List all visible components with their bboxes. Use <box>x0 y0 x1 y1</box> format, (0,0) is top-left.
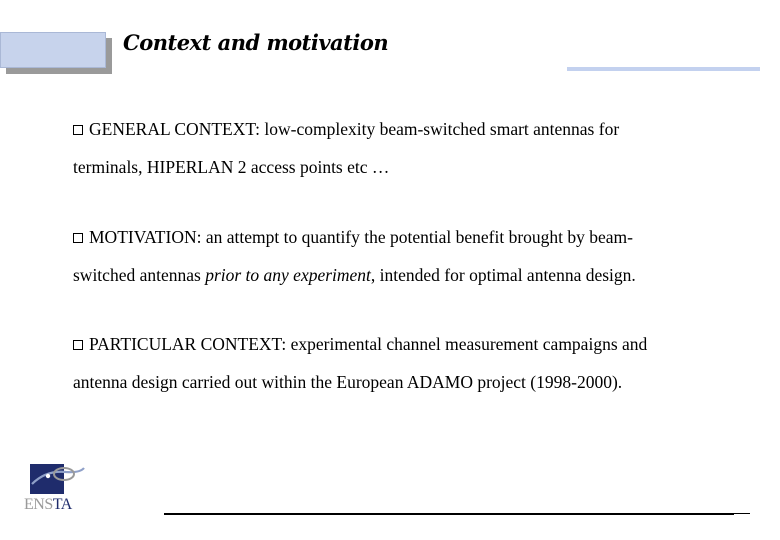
title-underline <box>567 67 760 71</box>
footer-rule-tail <box>734 513 750 514</box>
bullet-text-emphasis: prior to any experiment <box>205 265 371 285</box>
bullet-text-line2: antenna design carried out within the European ADAMO project (1998-2000). <box>73 372 623 392</box>
ensta-emblem-icon <box>24 462 86 498</box>
checkbox-bullet-icon <box>73 233 83 243</box>
bullet-text-line1: GENERAL CONTEXT: low-complexity beam-switched smart antennas for <box>89 119 620 139</box>
ensta-logo-text: ENSTA <box>24 496 72 513</box>
ensta-logo <box>24 462 86 514</box>
bullet-general-context <box>73 110 763 186</box>
checkbox-bullet-icon <box>73 340 83 350</box>
footer-rule <box>164 513 734 515</box>
bullet-text-line1: MOTIVATION: an attempt to quantify the potential benefit brought by beam- <box>89 227 633 247</box>
bullet-particular-context <box>73 325 763 401</box>
bullet-text-line2-end: , intended for optimal antenna design. <box>370 265 636 285</box>
bullet-text-line2: terminals, HIPERLAN 2 access points etc … <box>73 157 390 177</box>
bullet-motivation <box>73 218 763 294</box>
checkbox-bullet-icon <box>73 125 83 135</box>
bullet-text-line1: PARTICULAR CONTEXT: experimental channel measurement campaigns and <box>89 334 648 354</box>
bullet-text-line2-start: switched antennas <box>73 265 206 285</box>
slide-title: Context and motivation <box>123 30 389 55</box>
title-decoration-box <box>0 32 106 68</box>
title-decoration <box>0 32 112 72</box>
